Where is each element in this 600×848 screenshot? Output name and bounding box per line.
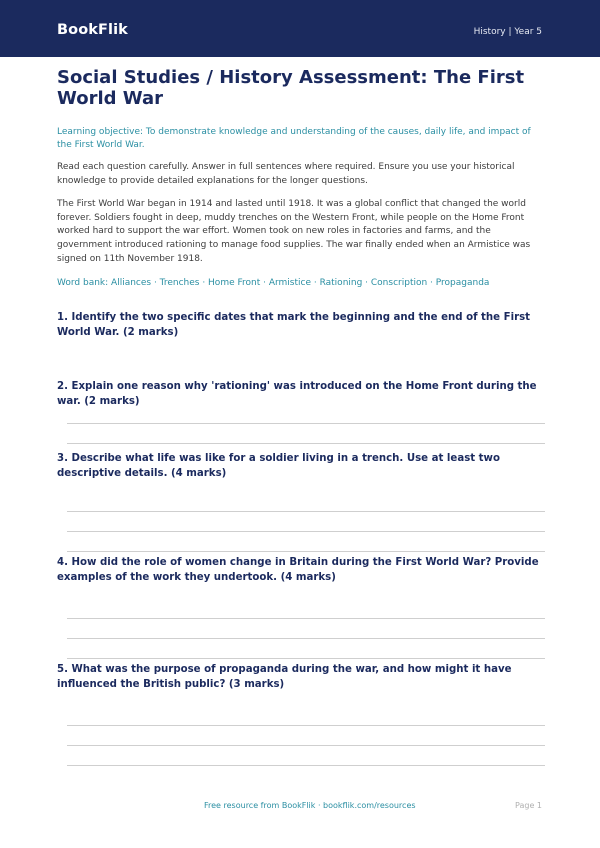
- question-3: 3. Describe what life was like for a soldier living in a trench. Use at least two descriptive details. (4 marks): [57, 453, 500, 479]
- answer-lines-3: [67, 511, 545, 552]
- answer-line[interactable]: [67, 551, 545, 552]
- question-2: 2. Explain one reason why 'rationing' was introduced on the Home Front during the war. (2 marks): [57, 381, 537, 407]
- answer-line[interactable]: [67, 618, 545, 619]
- answer-line[interactable]: [67, 423, 545, 424]
- answer-line[interactable]: [67, 531, 545, 532]
- learning-objective: Learning objective: To demonstrate knowledge and understanding of the causes, daily life, and impact of the First World War.: [57, 127, 531, 150]
- answer-line[interactable]: [67, 725, 545, 726]
- answer-line[interactable]: [67, 443, 545, 444]
- footer-source-link[interactable]: Free resource from BookFlik · bookflik.com/resources: [204, 801, 416, 810]
- answer-line[interactable]: [67, 765, 545, 766]
- subject-year-label: History | Year 5: [473, 27, 542, 37]
- question-4: 4. How did the role of women change in Britain during the First World War? Provide examples of the work they undertook. (4 marks): [57, 557, 539, 583]
- answer-lines-2: [67, 423, 545, 444]
- answer-line[interactable]: [67, 658, 545, 659]
- answer-line[interactable]: [67, 745, 545, 746]
- page-header: [0, 0, 600, 57]
- worksheet-content: [57, 67, 545, 766]
- question-1: 1. Identify the two specific dates that mark the beginning and the end of the First World War. (2 marks): [57, 312, 531, 338]
- question-5: 5. What was the purpose of propaganda during the war, and how might it have influenced the British public? (3 marks): [57, 664, 512, 690]
- page-title: Social Studies / History Assessment: The First World War: [57, 67, 525, 109]
- answer-line[interactable]: [67, 511, 545, 512]
- context-paragraph: The First World War began in 1914 and lasted until 1918. It was a global conflict that changed the world forever. Soldiers fought in deep, muddy trenches on the Western Front, while people on the Home Front worked hard to support the war effort. Women took on new roles in factories and farms, and the government introduced rationing to manage food supplies. The war finally ended when an Armistice was signed on 11th November 1918.: [57, 199, 531, 264]
- answer-line[interactable]: [67, 638, 545, 639]
- instructions: Read each question carefully. Answer in full sentences where required. Ensure you use your historical knowledge to provide detailed explanations for the longer questions.: [57, 162, 515, 186]
- page-number: Page 1: [515, 801, 542, 810]
- brand-logo: BookFlik: [57, 22, 128, 38]
- word-bank: Word bank: Alliances · Trenches · Home Front · Armistice · Rationing · Conscription · Propaganda: [57, 278, 490, 289]
- answer-lines-5: [67, 725, 545, 766]
- answer-lines-4: [67, 618, 545, 659]
